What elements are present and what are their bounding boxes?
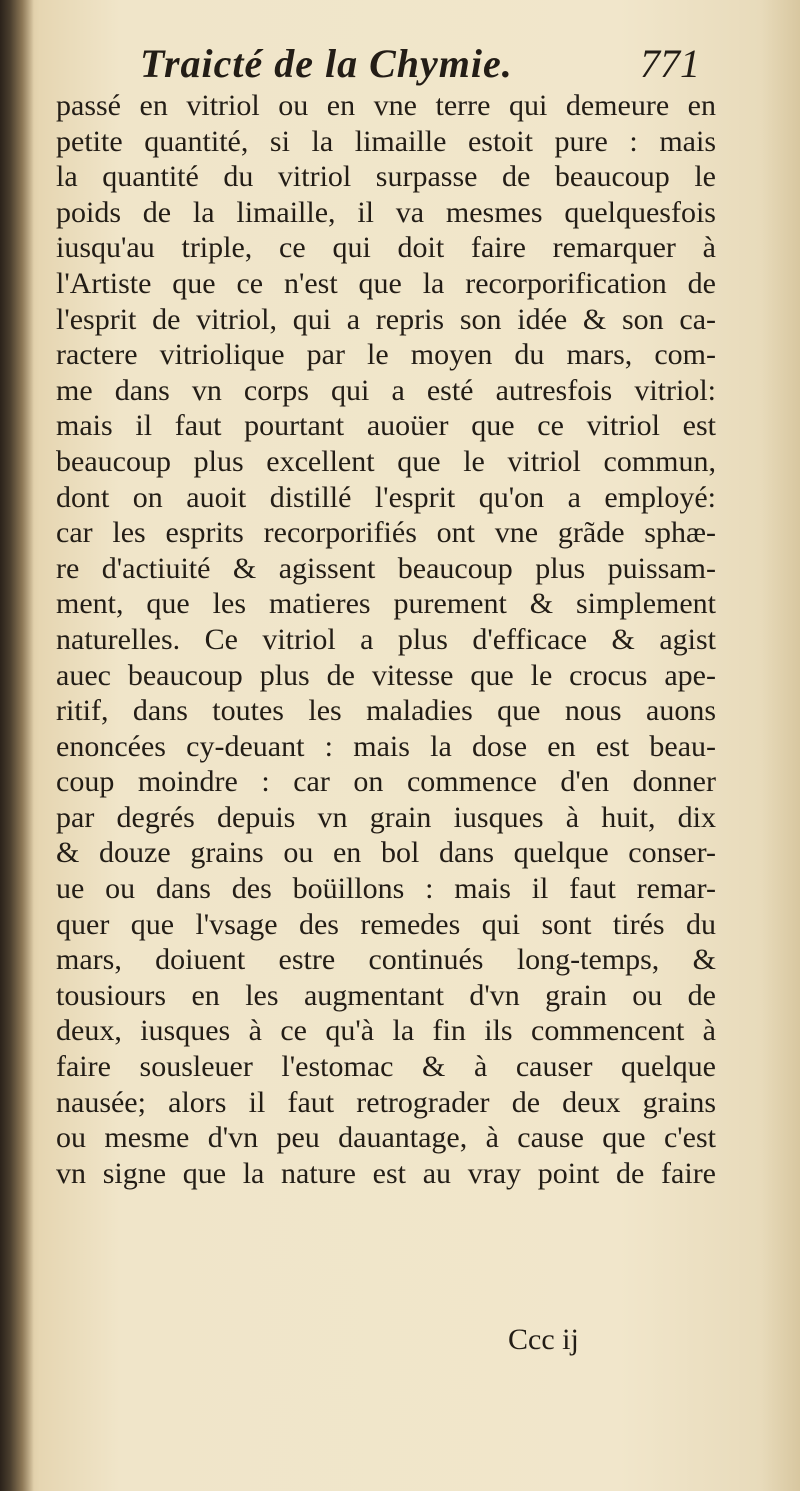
text-line: passé en vitriol ou en vne terre qui demeure en: [56, 89, 716, 122]
text-line: enoncées cy-deuant : mais la dose en est beau-: [56, 729, 716, 763]
text-line: beaucoup plus excellent que le vitriol commun,: [56, 444, 716, 478]
text-line: mars, doiuent estre continués long-temps, &: [56, 943, 716, 977]
binding-gutter: [0, 0, 34, 1491]
text-line: la quantité du vitriol surpasse de beaucoup le: [56, 160, 716, 194]
text-line: dont on auoit distillé l'esprit qu'on a employé:: [56, 480, 716, 514]
text-line: ou mesme d'vn peu dauantage, à cause que c'est: [56, 1121, 716, 1155]
text-line: l'Artiste que ce n'est que la recorporification de: [56, 266, 716, 300]
signature-mark: Ccc ij: [508, 1323, 579, 1356]
text-line: me dans vn corps qui a esté autresfois vitriol:: [56, 373, 716, 407]
text-line: ment, que les matieres purement & simplement: [56, 587, 716, 621]
text-line: mais il faut pourtant auoüer que ce vitriol est: [56, 409, 716, 443]
text-line: ractere vitriolique par le moyen du mars, com-: [56, 338, 716, 372]
text-line: car les esprits recorporifiés ont vne grãde sphæ-: [56, 516, 716, 550]
body-text: [56, 88, 716, 1191]
text-line: coup moindre : car on commence d'en donner: [56, 765, 716, 799]
text-line: deux, iusques à ce qu'à la fin ils commencent à: [56, 1014, 716, 1048]
text-line: nausée; alors il faut retrograder de deux grains: [56, 1085, 716, 1119]
text-line: naturelles. Ce vitriol a plus d'efficace & agist: [56, 622, 716, 656]
text-line: petite quantité, si la limaille estoit pure : mais: [56, 124, 716, 158]
text-line: par degrés depuis vn grain iusques à huit, dix: [56, 800, 716, 834]
running-title: Traicté de la Chymie.: [140, 41, 513, 86]
text-line: quer que l'vsage des remedes qui sont tirés du: [56, 907, 716, 941]
text-line: tousiours en les augmentant d'vn grain ou de: [56, 978, 716, 1012]
text-line: re d'actiuité & agissent beaucoup plus puissam-: [56, 551, 716, 585]
text-line: iusqu'au triple, ce qui doit faire remarquer à: [56, 231, 716, 265]
text-line: ritif, dans toutes les maladies que nous auons: [56, 694, 716, 728]
text-line: & douze grains ou en bol dans quelque conser-: [56, 836, 716, 870]
text-line: poids de la limaille, il va mesmes quelquesfois: [56, 195, 716, 229]
page-number: 771: [640, 41, 700, 86]
text-line: auec beaucoup plus de vitesse que le crocus ape-: [56, 658, 716, 692]
text-line: vn signe que la nature est au vray point de faire: [56, 1156, 716, 1190]
text-line: ue ou dans des boüillons : mais il faut remar-: [56, 872, 716, 906]
text-line: faire sousleuer l'estomac & à causer quelque: [56, 1050, 716, 1084]
text-line: l'esprit de vitriol, qui a repris son idée & son ca-: [56, 302, 716, 336]
